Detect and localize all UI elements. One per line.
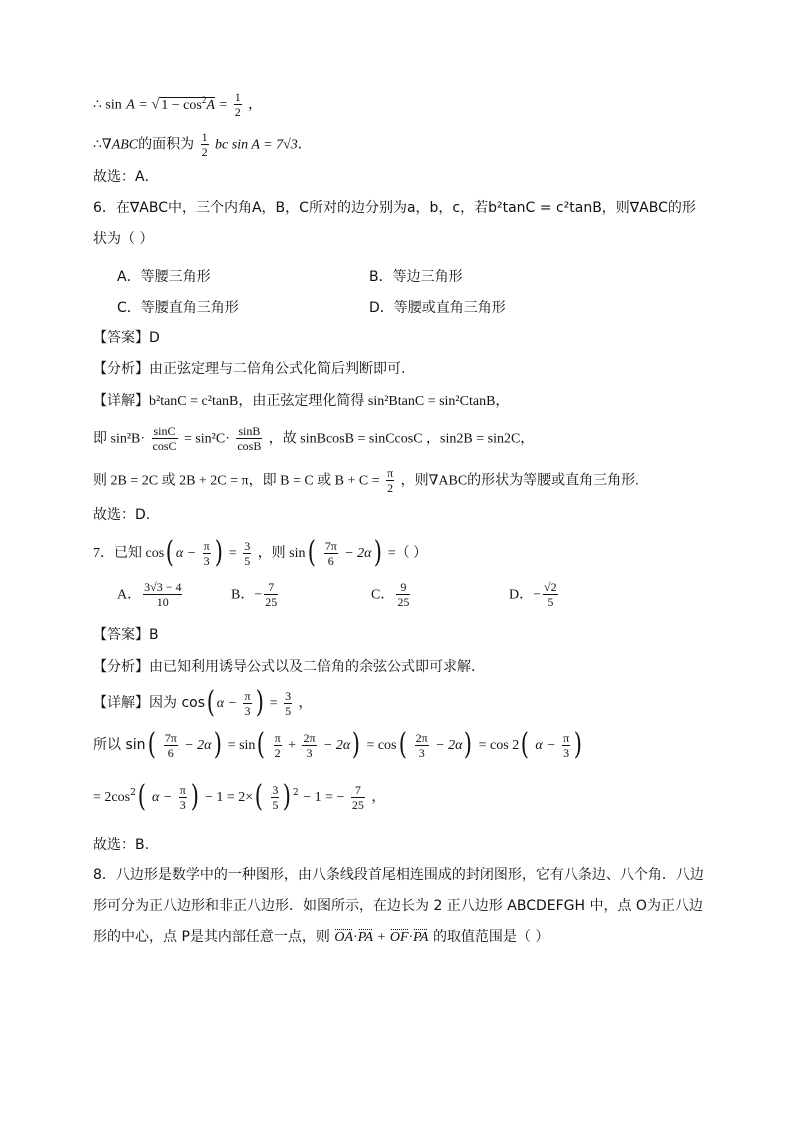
q8-stem-2: 形可分为正八边形和非正八边形．如图所示，在边长为 2 正八边形 ABCDEFGH 中，点 O为正八边 xyxy=(93,898,703,914)
q6-analysis: 【分析】由正弦定理与二倍角公式化简后判断即可. xyxy=(93,361,406,377)
q6-choose: 故选：D. xyxy=(93,507,151,523)
q6-option-d: D．等腰或直角三角形 xyxy=(369,300,506,316)
q7-option-d: D．− $\frac{√2}{5}$ xyxy=(509,580,557,609)
vector-OA: OA xyxy=(334,930,354,945)
q7-detail-2: 所以 sin( $\frac{7\pi}{6}$ − 2α) = sin( $\frac{\pi}{2}$ + $\frac{2\pi}{3}$ − 2α) = cos( $\frac{2\pi}{3}$ − 2α) = cos 2( α − $\frac{\pi}{3}$ ) xyxy=(93,727,583,762)
q7-option-c: C． $\frac{9}{25}$ xyxy=(371,580,410,609)
q5-area-half: $\frac{1}{2}$ xyxy=(201,130,208,159)
q7-stem: 7．已知 cos( α − $\frac{\pi}{3}$ ) = $\frac{3}{5}$ ，则 sin( $\frac{7\pi}{6}$ − 2α) =（ ） xyxy=(93,535,428,570)
q6-detail-1: 【详解】b²tanC = c²tanB，由正弦定理化简得 sin²BtanC = sin²CtanB， xyxy=(93,393,510,409)
q6-stem-2: 状为（ ） xyxy=(93,231,154,247)
q6-option-c: C．等腰直角三角形 xyxy=(117,300,239,316)
q7-analysis: 【分析】由已知利用诱导公式以及二倍角的余弦公式即可求解. xyxy=(93,659,476,675)
q5-sinA-line: ∴ sin A = √ $1 - \cos^2A$ = $\frac{1}{2}$ ， xyxy=(93,90,263,119)
q7-detail-3: = $2\cos^2$( α − $\frac{\pi}{3}$ ) − 1 = 2×( $\frac{3}{5}$ ) $^2$ − 1 = − $\frac{7}{25}$ ， xyxy=(93,779,386,814)
q5-choose: 故选：A． xyxy=(93,169,159,185)
q5-area-line: ∴∇ABC的面积为 $\frac{1}{2}$ bc sin A = 7√3． xyxy=(93,130,312,159)
q6-answer: 【答案】D xyxy=(93,330,160,346)
q6-option-a: A．等腰三角形 xyxy=(117,269,211,285)
q7-option-b: B．− $\frac{7}{25}$ xyxy=(231,580,278,609)
vector-PA-2: PA xyxy=(413,930,429,945)
q6-detail-3: 则 2B = 2C 或 2B + 2C = π，即 B = C 或 B + C = $\frac{\pi}{2}$ ，则∇ABC的形状为等腰或直角三角形. xyxy=(93,466,639,495)
vector-OF: OF xyxy=(389,930,409,945)
q8-stem-1: 8．八边形是数学中的一种图形，由八条线段首尾相连围成的封闭图形，它有八条边、八个角．八边 xyxy=(93,867,704,883)
q6-option-b: B．等边三角形 xyxy=(369,269,463,285)
q7-answer: 【答案】B xyxy=(93,627,159,643)
vector-PA: PA xyxy=(357,930,374,945)
q8-stem-3: 形的中心，点 P是其内部任意一点，则 OA·PA + OF·PA 的取值范围是（ ） xyxy=(93,929,550,945)
q6-detail-2: 即 sin²B· $\frac{\sin C}{\cos C}$ = sin²C· $\frac{\sin B}{\cos B}$ ，故 sinBcosB = sinCcosC ，sin2B = sin2C， xyxy=(93,424,535,453)
q5-root: $1 - \cos^2A$ xyxy=(161,94,215,113)
q7-option-a: A． $\frac{3√3 - 4}{10}$ xyxy=(117,580,182,609)
q7-choose: 故选：B. xyxy=(93,837,150,853)
q5-half: $\frac{1}{2}$ xyxy=(234,90,241,119)
q6-stem-1: 6．在∇ABC中，三个内角A，B，C所对的边分别为a，b，c，若b²tanC = c²tanB，则∇ABC的形 xyxy=(93,200,696,216)
q7-detail-1: 【详解】因为 cos( α − $\frac{\pi}{3}$ ) = $\frac{3}{5}$ ， xyxy=(93,685,313,720)
